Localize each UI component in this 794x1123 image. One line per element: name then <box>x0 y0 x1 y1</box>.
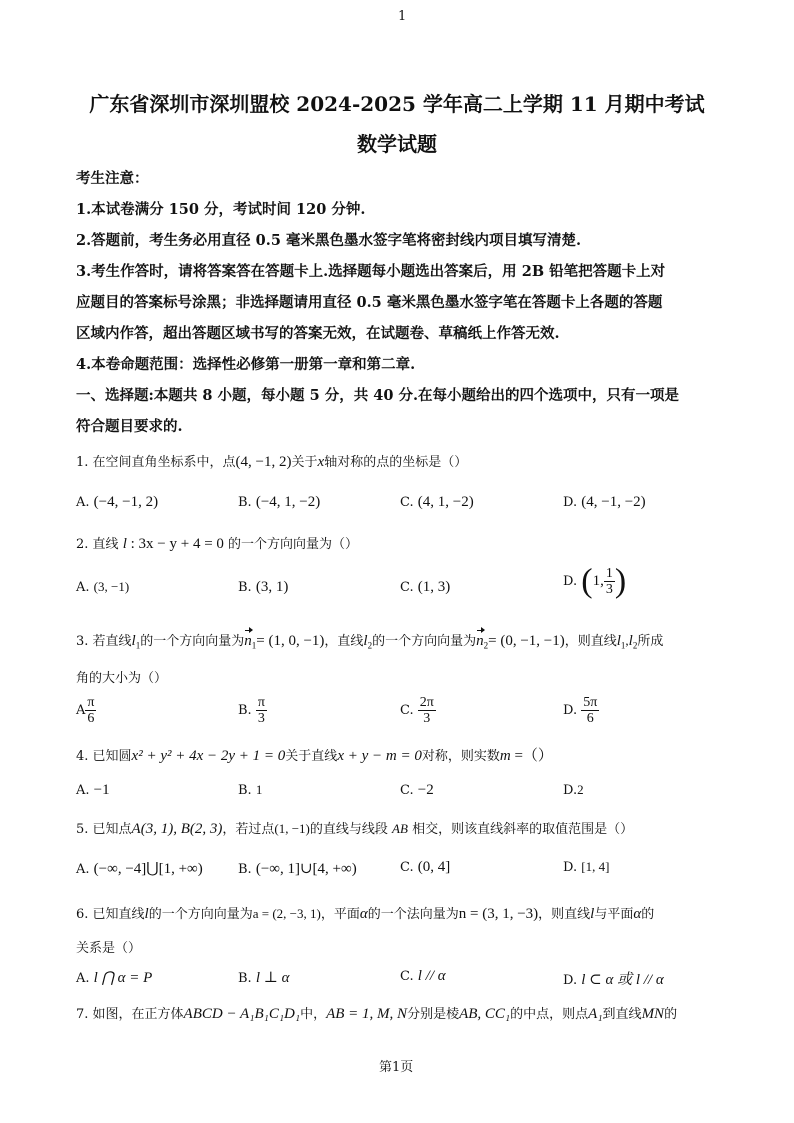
q5-option-a: A. (−∞, −4]⋃[1, +∞) <box>76 861 203 877</box>
q4-option-d: D.2 <box>563 782 584 798</box>
q2-option-d: D. (1, $\frac{1}{3}$ ) <box>563 562 627 600</box>
q1-text-c: 轴对称的点的坐标是（） <box>324 455 468 470</box>
q1-option-a: A. (−4, −1, 2) <box>76 494 159 510</box>
question-1 <box>76 451 467 471</box>
notice-item-3-cont2: 区域内作答，超出答题区域书写的答案无效，在试题卷、草稿纸上作答无效. <box>76 325 560 342</box>
question-5: 5. 已知点A(3, 1), B(2, 3)，若过点(1, −1)的直线与线段 AB 相交，则该直线斜率的取值范围是（） <box>76 821 634 837</box>
question-7: 7. 如图，在正方体ABCD − A₁B₁C₁D₁中，AB = 1, M, N分别是棱AB, CC₁的中点，则点A₁到直线MN的 <box>76 1006 678 1022</box>
section-heading: 一、选择题:本题共 8 小题，每小题 5 分，共 40 分.在每小题给出的四个选项中，只有一项是 <box>76 387 680 404</box>
exam-subtitle: 数学试题 <box>357 132 437 156</box>
q3-option-a: A $\frac{\pi}{6}$ <box>76 695 95 726</box>
q5-option-d: D. [1, 4] <box>563 859 610 875</box>
notice-item-1: 1.本试卷满分 150 分，考试时间 120 分钟. <box>76 201 366 218</box>
q1-text-a: 1. 在空间直角坐标系中，点 <box>76 455 236 470</box>
q6-option-d: D. l ⊂ α 或 l // α <box>563 972 664 988</box>
section-heading-cont: 符合题目要求的. <box>76 418 183 435</box>
notice-item-3: 3.考生作答时，请将答案答在答题卡上.选择题每小题选出答案后，用 2B 铅笔把答题卡上对 <box>76 263 666 280</box>
page-number-top: 1 <box>398 9 407 24</box>
q6-option-c: C. l // α <box>400 968 446 984</box>
q1-option-c: C. (4, 1, −2) <box>400 494 474 510</box>
notice-item-3-cont: 应题目的答案标号涂黑；非选择题请用直径 0.5 毫米黑色墨水签字笔在答题卡上各题的答题 <box>76 294 663 311</box>
page-footer: 第1页 <box>379 1060 414 1075</box>
notice-heading: 考生注意： <box>76 170 149 187</box>
q1-text-b: 关于 <box>291 455 318 470</box>
q3-option-c: C. $\frac{2\pi}{3}$ <box>400 695 434 726</box>
question-4: 4. 已知圆x² + y² + 4x − 2y + 1 = 0关于直线x + y − m = 0对称，则实数m =（） <box>76 748 553 764</box>
q3-option-d: D. $\frac{5\pi}{6}$ <box>563 695 598 726</box>
q2-option-a: A. (3, −1) <box>76 579 130 595</box>
q4-option-c: C. −2 <box>400 782 434 798</box>
question-6-cont: 关系是（） <box>76 941 142 956</box>
q1-option-d: D. (4, −1, −2) <box>563 494 646 510</box>
q1-axis: x <box>317 454 325 470</box>
q4-option-a: A. −1 <box>76 782 110 798</box>
q2-option-c: C. (1, 3) <box>400 579 451 595</box>
question-6: 6. 已知直线l的一个方向向量为a = (2, −3, 1)，平面α的一个法向量为n = (3, 1, −3)，则直线l与平面α的 <box>76 906 655 922</box>
q1-option-b: B. (−4, 1, −2) <box>238 494 321 510</box>
q6-option-a: A. l ⋂ α = P <box>76 970 153 986</box>
question-3: 3. 若直线$l_1$的一个方向向量为$n_1= (1$, 0, −1)，直线$l_2$的一个方向向量为$n_2= (0$, −1, −1)，则直线$l_1,l_2$所成 <box>76 633 664 651</box>
exam-title: 广东省深圳市深圳盟校 2024-2025 学年高二上学期 11 月期中考试 <box>89 92 705 116</box>
notice-item-4: 4.本卷命题范围：选择性必修第一册第一章和第二章. <box>76 356 416 373</box>
question-3-cont: 角的大小为（） <box>76 671 168 686</box>
q4-option-b: B. 1 <box>238 782 263 798</box>
q2-option-b: B. (3, 1) <box>238 579 289 595</box>
q1-point: (4, −1, 2) <box>235 454 292 470</box>
question-2: 2. 直线 l : 3x − y + 4 = 0 的一个方向向量为（） <box>76 536 359 552</box>
q5-option-c: C. (0, 4] <box>400 859 451 875</box>
q6-option-b: B. l ⊥ α <box>238 970 290 986</box>
q5-option-b: B. (−∞, 1]∪[4, +∞) <box>238 861 357 877</box>
q3-option-b: B. $\frac{\pi}{3}$ <box>238 695 265 726</box>
notice-item-2: 2.答题前，考生务必用直径 0.5 毫米黑色墨水签字笔将密封线内项目填写清楚. <box>76 232 582 249</box>
